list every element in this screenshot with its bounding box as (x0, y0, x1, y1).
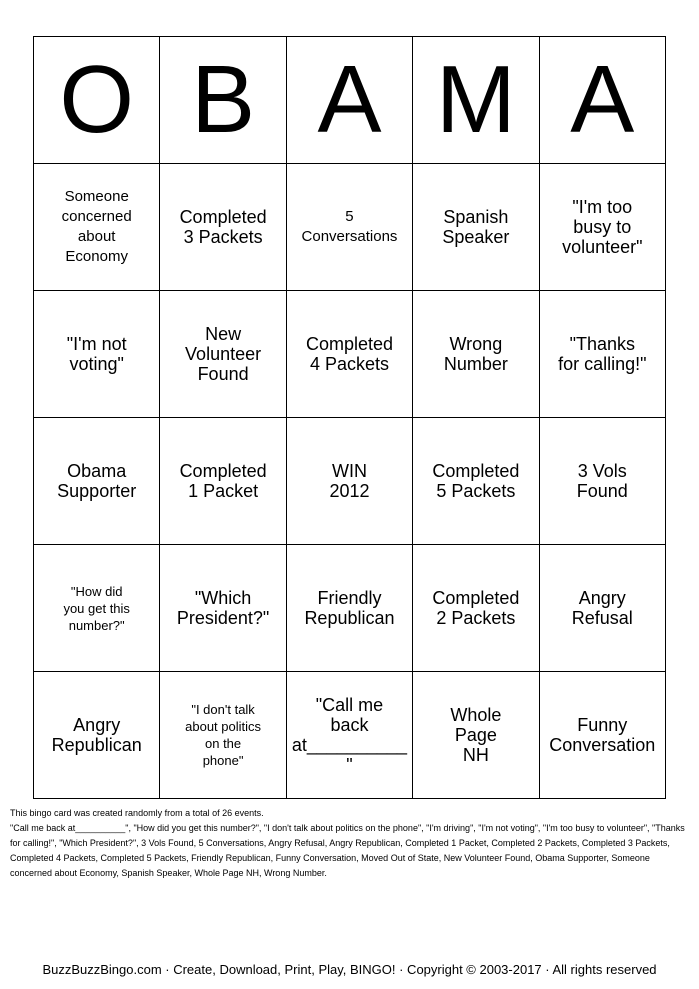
footer-copyright: BuzzBuzzBingo.com · Create, Download, Print, Play, BINGO! · Copyright © 2003-2017 · All rights reserved (42, 962, 657, 977)
bingo-cell: 3 Vols Found (539, 418, 665, 545)
bingo-cell: "Thanks for calling!" (539, 291, 665, 418)
bingo-cell: Completed 4 Packets (286, 291, 412, 418)
bingo-cell: 5 Conversations (286, 164, 412, 291)
bingo-cell: WIN 2012 (286, 418, 412, 545)
bingo-cell: Wrong Number (413, 291, 539, 418)
note-intro: This bingo card was created randomly from a total of 26 events. (10, 808, 264, 818)
bingo-cell: Completed 2 Packets (413, 545, 539, 672)
card-row (34, 672, 666, 799)
bingo-cell: Angry Republican (34, 672, 160, 799)
event-list-note (10, 806, 690, 881)
bingo-cell: Funny Conversation (539, 672, 665, 799)
bingo-cell: "I'm too busy to volunteer" (539, 164, 665, 291)
card-row (34, 418, 666, 545)
header-letter-a2: A (539, 37, 665, 164)
card-row (34, 545, 666, 672)
bingo-cell: Angry Refusal (539, 545, 665, 672)
header-letter-m: M (413, 37, 539, 164)
bingo-cell: New Volunteer Found (160, 291, 286, 418)
bingo-cell: "Call me back at__________" (286, 672, 412, 799)
bingo-cell: Whole Page NH (413, 672, 539, 799)
bingo-cell: Spanish Speaker (413, 164, 539, 291)
bingo-cell: Obama Supporter (34, 418, 160, 545)
note-events: "Call me back at__________", "How did you get this number?", "I don't talk about politics on the phone", "I'm driving", "I'm not voting", "I'm too busy to volunteer", "Thanks for calling!", "Which President?", 3 Vols Found, 5 Conversations, Angry Refusal, Angry Republican, Completed 1 Packet, Completed 2 Packets, Completed 3 Packets, Completed 4 Packets, Completed 5 Packets, Friendly Republican, Funny Conversation, Moved Out of State, New Volunteer Found, Obama Supporter, Someone concerned about Economy, Spanish Speaker, Whole Page NH, Wrong Number. (10, 823, 685, 878)
bingo-cell: Completed 3 Packets (160, 164, 286, 291)
header-row (34, 37, 666, 164)
header-letter-o: O (34, 37, 160, 164)
bingo-cell: Completed 5 Packets (413, 418, 539, 545)
header-letter-a: A (286, 37, 412, 164)
bingo-cell: Someone concerned about Economy (34, 164, 160, 291)
bingo-cell: Friendly Republican (286, 545, 412, 672)
bingo-cell: Completed 1 Packet (160, 418, 286, 545)
bingo-cell: "I'm not voting" (34, 291, 160, 418)
bingo-cell: "How did you get this number?" (34, 545, 160, 672)
bingo-card (33, 36, 666, 799)
bingo-cell: "Which President?" (160, 545, 286, 672)
card-row (34, 291, 666, 418)
card-row (34, 164, 666, 291)
header-letter-b: B (160, 37, 286, 164)
bingo-cell: "I don't talk about politics on the phone" (160, 672, 286, 799)
